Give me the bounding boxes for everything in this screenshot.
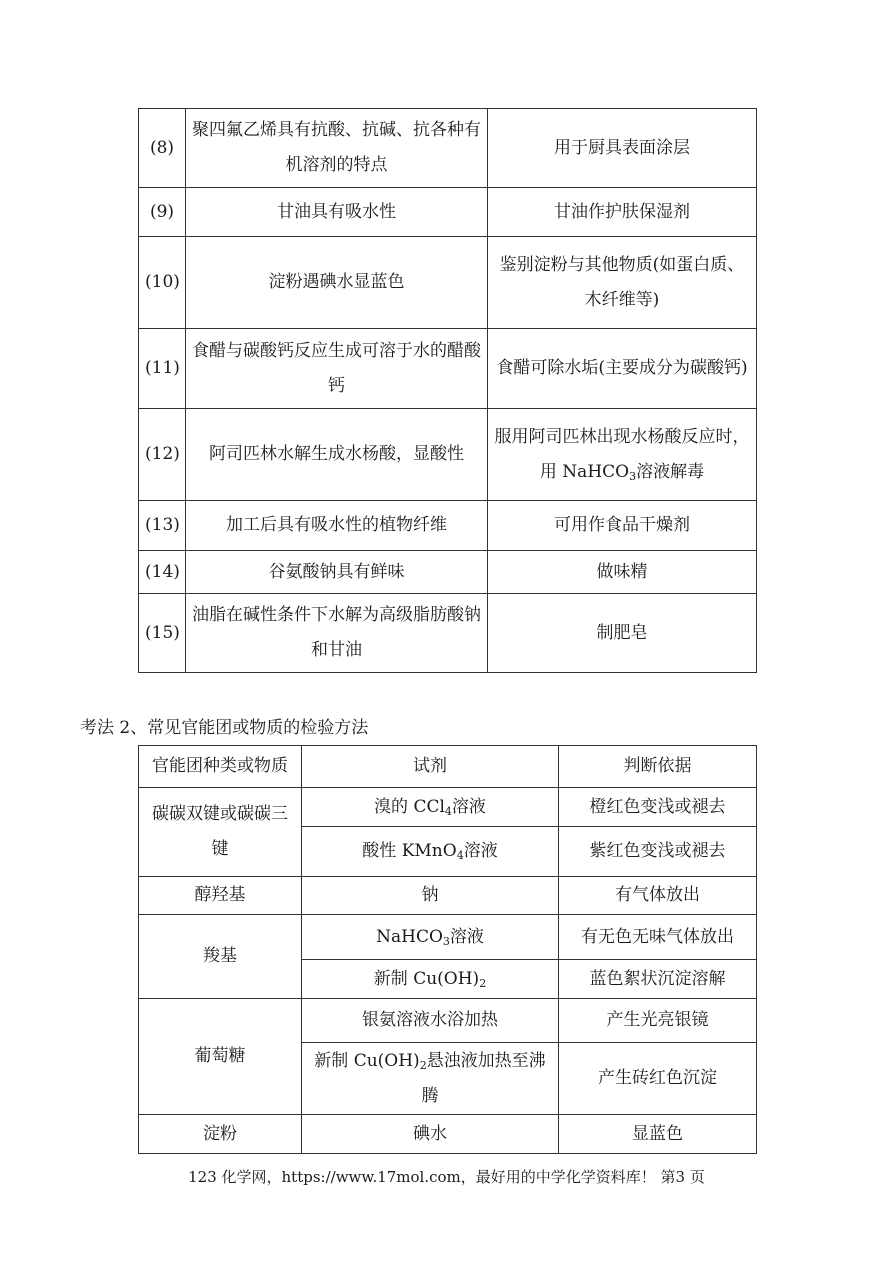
row-number: (11) xyxy=(139,329,186,409)
property-cell: 阿司匹林水解生成水杨酸，显酸性 xyxy=(186,409,488,501)
reagent-cell xyxy=(302,1043,559,1115)
test-methods-table xyxy=(138,745,757,1154)
table-row xyxy=(139,109,757,188)
use-text: 服用阿司匹林出现水杨酸反应时，用 NaHCO xyxy=(494,426,750,482)
use-cell: 做味精 xyxy=(488,551,757,594)
reagent-cell xyxy=(302,827,559,877)
table-row xyxy=(139,877,757,915)
subscript: 4 xyxy=(456,849,464,862)
use-cell: 制肥皂 xyxy=(488,594,757,673)
basis-cell: 紫红色变浅或褪去 xyxy=(559,827,757,877)
reagent-cell xyxy=(302,788,559,827)
reagent-text: 新制 Cu(OH) xyxy=(314,1050,420,1071)
basis-cell: 有气体放出 xyxy=(559,877,757,915)
use-cell: 食醋可除水垢(主要成分为碳酸钙) xyxy=(488,329,757,409)
group-cell: 葡萄糖 xyxy=(139,999,302,1115)
table-row xyxy=(139,594,757,673)
group-cell: 淀粉 xyxy=(139,1115,302,1154)
basis-cell: 有无色无味气体放出 xyxy=(559,915,757,960)
reagent-text: 新制 Cu(OH) xyxy=(373,968,480,989)
table-row xyxy=(139,1115,757,1154)
table-row xyxy=(139,329,757,409)
uses-table xyxy=(138,108,757,673)
reagent-text: 溶液 xyxy=(451,796,486,817)
basis-cell: 显蓝色 xyxy=(559,1115,757,1154)
basis-cell: 产生砖红色沉淀 xyxy=(559,1043,757,1115)
use-cell: 可用作食品干燥剂 xyxy=(488,501,757,551)
table-row xyxy=(139,501,757,551)
use-cell: 鉴别淀粉与其他物质(如蛋白质、木纤维等) xyxy=(488,237,757,329)
subscript: 4 xyxy=(444,804,452,818)
row-number: (15) xyxy=(139,594,186,673)
reagent-text: NaHCO xyxy=(376,926,443,947)
property-cell: 聚四氟乙烯具有抗酸、抗碱、抗各种有机溶剂的特点 xyxy=(186,109,488,188)
use-cell: 用于厨具表面涂层 xyxy=(488,109,757,188)
page-footer: 123 化学网，https://www.17mol.com，最好用的中学化学资料库！ 第3 页 xyxy=(188,1168,705,1186)
subscript: 3 xyxy=(442,934,450,948)
use-cell xyxy=(488,409,757,501)
table-row xyxy=(139,188,757,237)
row-number: (8) xyxy=(139,109,186,188)
subscript: 2 xyxy=(419,1058,427,1072)
reagent-cell: 钠 xyxy=(302,877,559,915)
table-row xyxy=(139,915,757,960)
property-cell: 谷氨酸钠具有鲜味 xyxy=(186,551,488,594)
reagent-text: 酸性 KMnO xyxy=(362,841,457,861)
table-row xyxy=(139,551,757,594)
header-row xyxy=(139,746,757,788)
column-header: 判断依据 xyxy=(559,746,757,788)
reagent-text: 悬浊液加热至沸腾 xyxy=(421,1050,546,1106)
reagent-cell: 银氨溶液水浴加热 xyxy=(302,999,559,1043)
row-number: (12) xyxy=(139,409,186,501)
basis-cell: 橙红色变浅或褪去 xyxy=(559,788,757,827)
table-row xyxy=(139,999,757,1043)
reagent-cell xyxy=(302,960,559,999)
reagent-text: 溶液 xyxy=(449,926,484,947)
reagent-text: 溶液 xyxy=(463,841,498,861)
reagent-text: 溴的 CCl xyxy=(374,796,445,817)
row-number: (13) xyxy=(139,501,186,551)
basis-cell: 蓝色絮状沉淀溶解 xyxy=(559,960,757,999)
table-row xyxy=(139,237,757,329)
reagent-cell: 碘水 xyxy=(302,1115,559,1154)
row-number: (9) xyxy=(139,188,186,237)
column-header: 官能团种类或物质 xyxy=(139,746,302,788)
use-text: 溶液解毒 xyxy=(636,461,705,482)
group-cell: 羧基 xyxy=(139,915,302,999)
property-cell: 油脂在碱性条件下水解为高级脂肪酸钠和甘油 xyxy=(186,594,488,673)
row-number: (14) xyxy=(139,551,186,594)
property-cell: 甘油具有吸水性 xyxy=(186,188,488,237)
property-cell: 加工后具有吸水性的植物纤维 xyxy=(186,501,488,551)
row-number: (10) xyxy=(139,237,186,329)
table-row xyxy=(139,788,757,827)
subscript: 3 xyxy=(629,469,637,483)
section-title: 考法 2、常见官能团或物质的检验方法 xyxy=(80,718,369,738)
subscript: 2 xyxy=(479,976,487,990)
group-cell: 醇羟基 xyxy=(139,877,302,915)
property-cell: 食醋与碳酸钙反应生成可溶于水的醋酸钙 xyxy=(186,329,488,409)
use-cell: 甘油作护肤保湿剂 xyxy=(488,188,757,237)
property-cell: 淀粉遇碘水显蓝色 xyxy=(186,237,488,329)
reagent-cell xyxy=(302,915,559,960)
column-header: 试剂 xyxy=(302,746,559,788)
group-cell: 碳碳双键或碳碳三键 xyxy=(139,788,302,877)
table-row xyxy=(139,409,757,501)
basis-cell: 产生光亮银镜 xyxy=(559,999,757,1043)
